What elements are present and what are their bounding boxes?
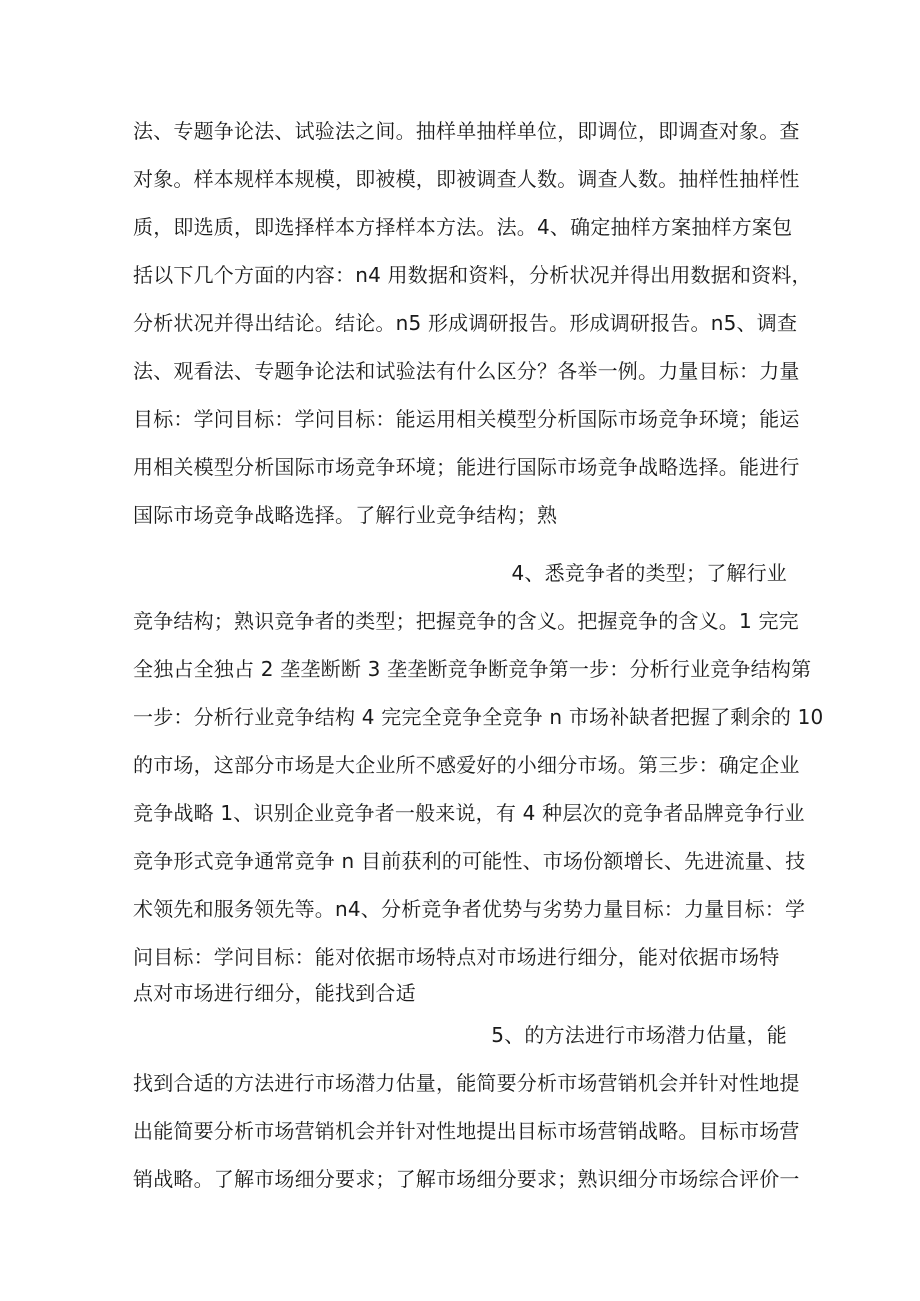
section-heading-5: 5、的方法进行市场潜力估量，能 <box>491 1023 787 1047</box>
text-line: 问目标：学问目标：能对依据市场特点对市场进行细分，能对依据市场特 <box>133 945 780 969</box>
text-line: 销战略。了解市场细分要求；了解市场细分要求；熟识细分市场综合评价一 <box>133 1167 800 1191</box>
text-line: 一步：分析行业竞争结构 4 完完全竞争全竞争 n 市场补缺者把握了剩余的 10 <box>133 705 824 729</box>
text-line: 括以下几个方面的内容：n4 用数据和资料，分析状况并得出用数据和资料， <box>133 263 812 287</box>
text-line: 用相关模型分析国际市场竞争环境；能进行国际市场竞争战略选择。能进行 <box>133 455 800 479</box>
text-line: 对象。样本规样本规模，即被模，即被调查人数。调查人数。抽样性抽样性 <box>133 167 800 191</box>
text-line: 法、专题争论法、试验法之间。抽样单抽样单位，即调位，即调查对象。查 <box>133 119 800 143</box>
text-line: 术领先和服务领先等。n4、分析竞争者优势与劣势力量目标：力量目标：学 <box>133 897 806 921</box>
text-line: 点对市场进行细分，能找到合适 <box>133 981 416 1005</box>
text-line: 竞争形式竞争通常竞争 n 目前获利的可能性、市场份额增长、先进流量、技 <box>133 849 806 873</box>
text-line: 全独占全独占 2 垄垄断断 3 垄垄断竞争断竞争第一步：分析行业竞争结构第 <box>133 657 812 681</box>
text-line: 分析状况并得出结论。结论。n5 形成调研报告。形成调研报告。n5、调查 <box>133 311 798 335</box>
section-heading-4: 4、悉竞争者的类型；了解行业 <box>511 561 787 585</box>
text-line: 目标：学问目标：学问目标：能运用相关模型分析国际市场竞争环境；能运 <box>133 407 800 431</box>
text-line: 竞争战略 1、识别企业竞争者一般来说，有 4 种层次的竞争者品牌竞争行业 <box>133 801 805 825</box>
text-line: 竞争结构；熟识竞争者的类型；把握竞争的含义。把握竞争的含义。1 完完 <box>133 609 799 633</box>
text-line: 的市场，这部分市场是大企业所不感爱好的小细分市场。第三步：确定企业 <box>133 753 800 777</box>
text-line: 找到合适的方法进行市场潜力估量，能简要分析市场营销机会并针对性地提 <box>133 1071 800 1095</box>
text-line: 国际市场竞争战略选择。了解行业竞争结构；熟 <box>133 503 558 527</box>
text-line: 质，即选质，即选择样本方择样本方法。法。4、确定抽样方案抽样方案包 <box>133 215 793 239</box>
text-line: 出能简要分析市场营销机会并针对性地提出目标市场营销战略。目标市场营 <box>133 1119 800 1143</box>
text-line: 法、观看法、专题争论法和试验法有什么区分？各举一例。力量目标：力量 <box>133 359 800 383</box>
